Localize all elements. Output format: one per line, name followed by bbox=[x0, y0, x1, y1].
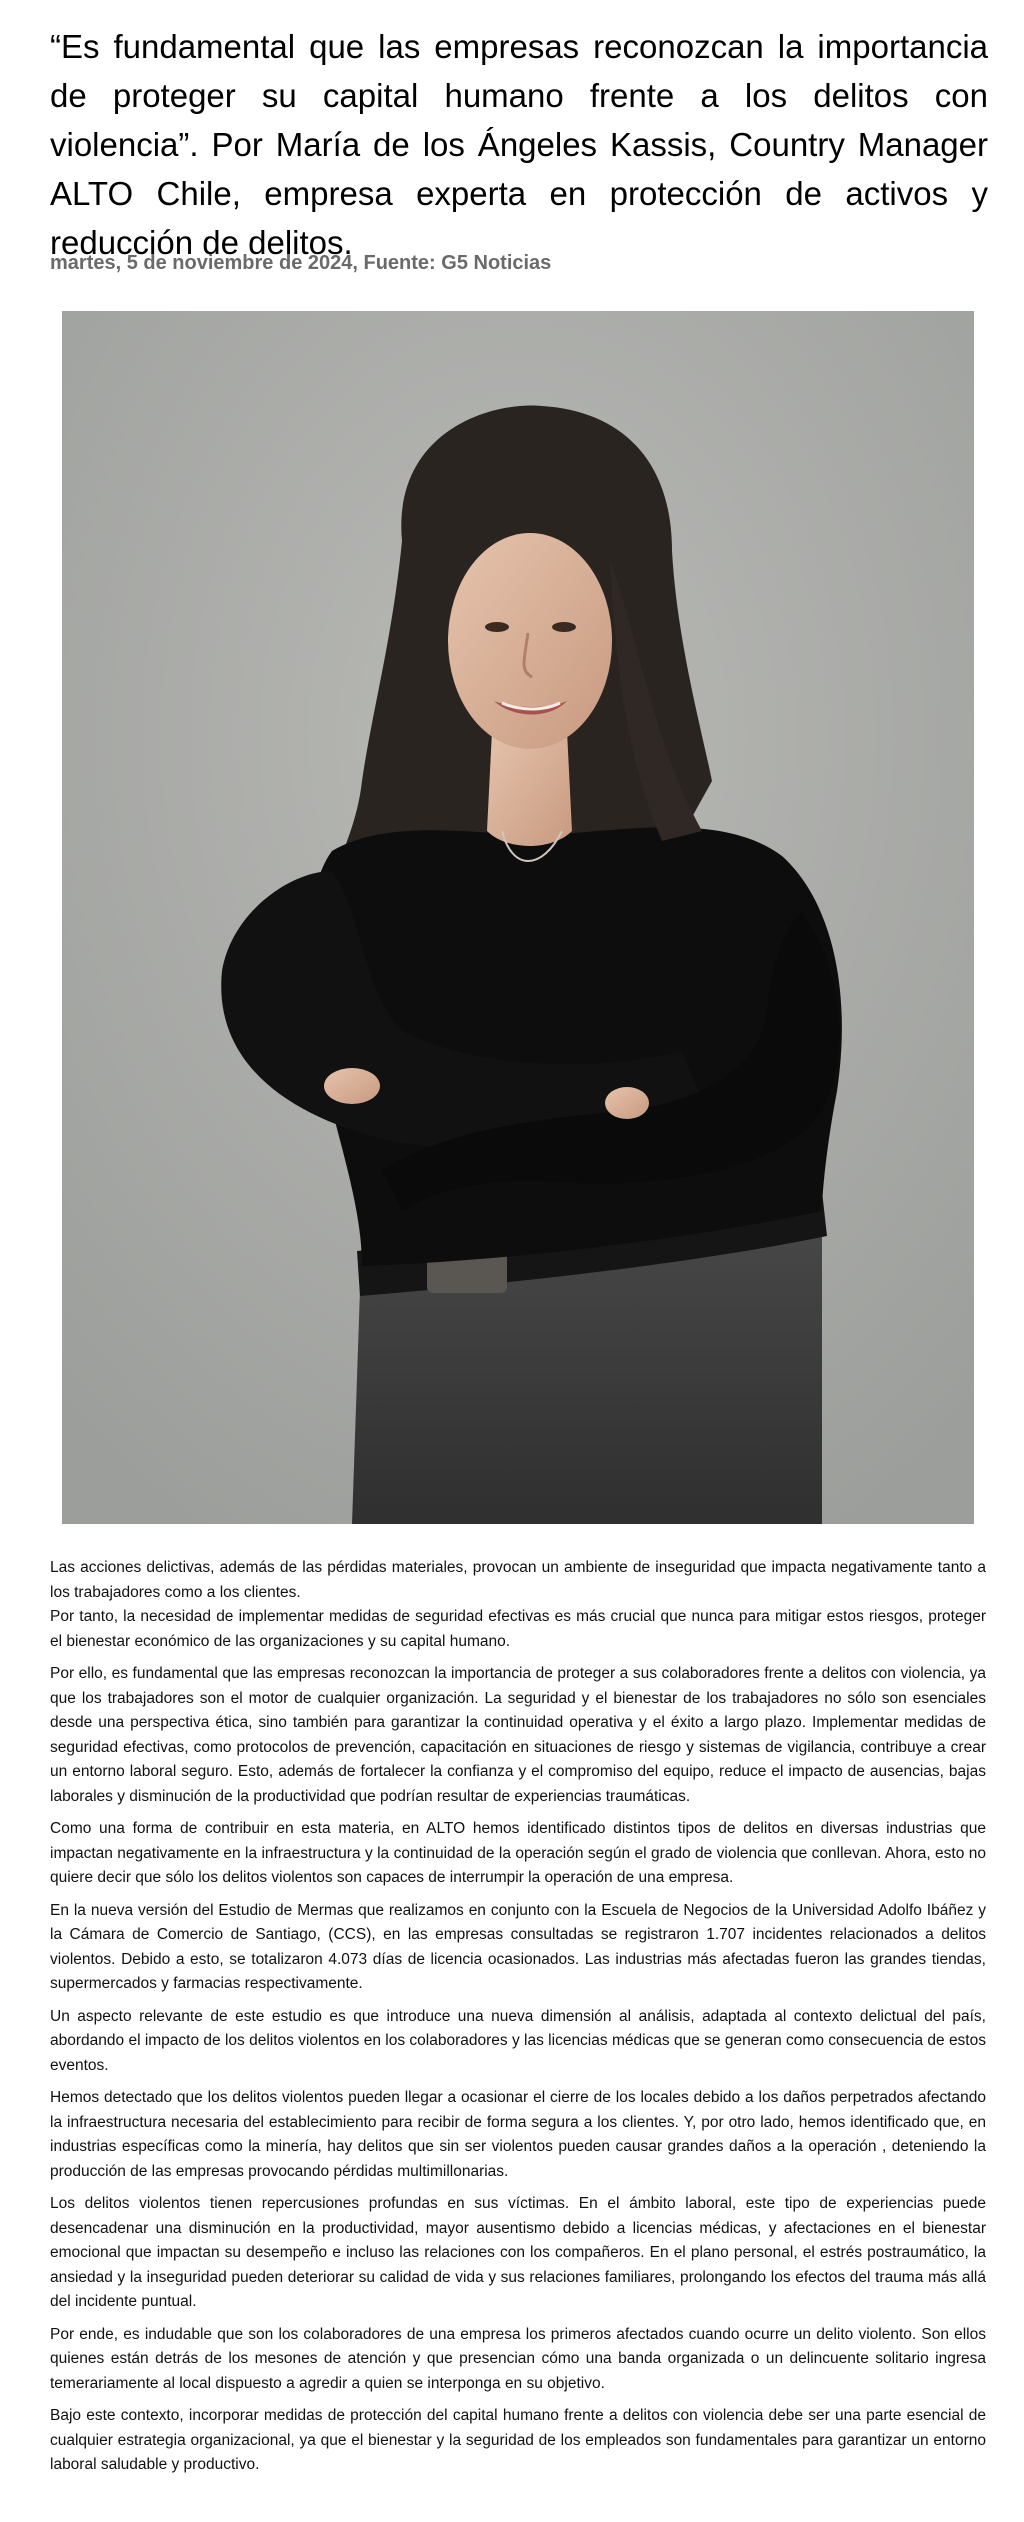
article-dateline: martes, 5 de noviembre de 2024, Fuente: G5 Noticias bbox=[50, 252, 552, 274]
article-paragraph: En la nueva versión del Estudio de Mermas que realizamos en conjunto con la Escuela de Negocios de la Universidad Adolfo Ibáñez y la Cámara de Comercio de Santiago, (CCS), en las empresas consultadas se registraron 1.707 incidentes relacionados a delitos violentos. Debido a esto, se totalizaron 4.073 días de licencia ocasionados. Las industrias más afectadas fueron las grandes tiendas, supermercados y farmacias respectivamente. bbox=[50, 1901, 986, 1992]
article-paragraph: Por ello, es fundamental que las empresas reconozcan la importancia de proteger a sus colaboradores frente a delitos con violencia, ya que los trabajadores son el motor de cualquier organización. La seguridad y el bienestar de los trabajadores no sólo son esenciales desde una perspectiva ética, sino también para garantizar la continuidad operativa y el éxito a largo plazo. Implementar medidas de seguridad efectivas, como protocolos de prevención, capacitación en situaciones de riesgo y sistemas de vigilancia, contribuye a crear un entorno laboral seguro. Esto, además de fortalecer la confianza y el compromiso del equipo, reduce el impacto de ausencias, bajas laborales y disminución de la productividad que podrían resultar de experiencias traumáticas. bbox=[50, 1665, 986, 1805]
article-paragraph: Por tanto, la necesidad de implementar medidas de seguridad efectivas es más crucial que nunca para mitigar estos riesgos, proteger el bienestar económico de las organizaciones y su capital humano. bbox=[50, 1608, 986, 1650]
article-paragraph: Bajo este contexto, incorporar medidas de protección del capital humano frente a delitos con violencia debe ser una parte esencial de cualquier estrategia organizacional, ya que el bienestar y la seguridad de los empleados son fundamentales para garantizar un entorno laboral saludable y productivo. bbox=[50, 2407, 986, 2473]
article-paragraph: Las acciones delictivas, además de las pérdidas materiales, provocan un ambiente de inseguridad que impacta negativamente tanto a los trabajadores como a los clientes. bbox=[50, 1559, 986, 1601]
article-paragraph: Un aspecto relevante de este estudio es que introduce una nueva dimensión al análisis, adaptada al contexto delictual del país, abordando el impacto de los delitos violentos en los colaboradores y las licencias médicas que se generan como consecuencia de estos eventos. bbox=[50, 2007, 986, 2074]
article-paragraph: Como una forma de contribuir en esta materia, en ALTO hemos identificado distintos tipos de delitos en diversas industrias que impactan negativamente en la infraestructura y la continuidad de la operación según el grado de violencia que conllevan. Ahora, esto no quiere decir que sólo los delitos violentos son capaces de interrumpir la operación de una empresa. bbox=[50, 1820, 986, 1886]
article-body bbox=[50, 1556, 986, 2486]
article-paragraph: Los delitos violentos tienen repercusiones profundas en sus víctimas. En el ámbito laboral, este tipo de experiencias puede desencadenar una disminución en la productividad, mayor ausentismo debido a licencias médicas, y afectaciones en el bienestar emocional que impactan su desempeño e incluso las relaciones con los compañeros. En el plano personal, el estrés postraumático, la ansiedad y la inseguridad pueden deteriorar su calidad de vida y sus relaciones familiares, prolongando los efectos del trauma más allá del incidente puntual. bbox=[50, 2195, 986, 2310]
article-paragraph: Hemos detectado que los delitos violentos pueden llegar a ocasionar el cierre de los locales debido a los daños perpetrados afectando la infraestructura necesaria del establecimiento para recibir de forma segura a los clientes. Y, por otro lado, hemos identificado que, en industrias específicas como la minería, hay delitos que sin ser violentos pueden causar grandes daños a la operación , deteniendo la producción de las empresas provocando pérdidas multimillonarias. bbox=[50, 2089, 986, 2180]
article-paragraph: Por ende, es indudable que son los colaboradores de una empresa los primeros afectados cuando ocurre un delito violento. Son ellos quienes están detrás de los mesones de atención y que presencian cómo una banda organizada o un delincuente solitario ingresa temerariamente al local dispuesto a agredir a quien se interponga en su objetivo. bbox=[50, 2325, 986, 2392]
article-headline: “Es fundamental que las empresas reconozcan la importancia de proteger su capital humano frente a los delitos con violencia”. Por María de los Ángeles Kassis, Country Manager ALTO Chile, empresa experta en protección de activos y reducción de delitos. bbox=[50, 28, 988, 261]
article-photo bbox=[62, 311, 974, 1524]
portrait-illustration bbox=[62, 311, 974, 1524]
